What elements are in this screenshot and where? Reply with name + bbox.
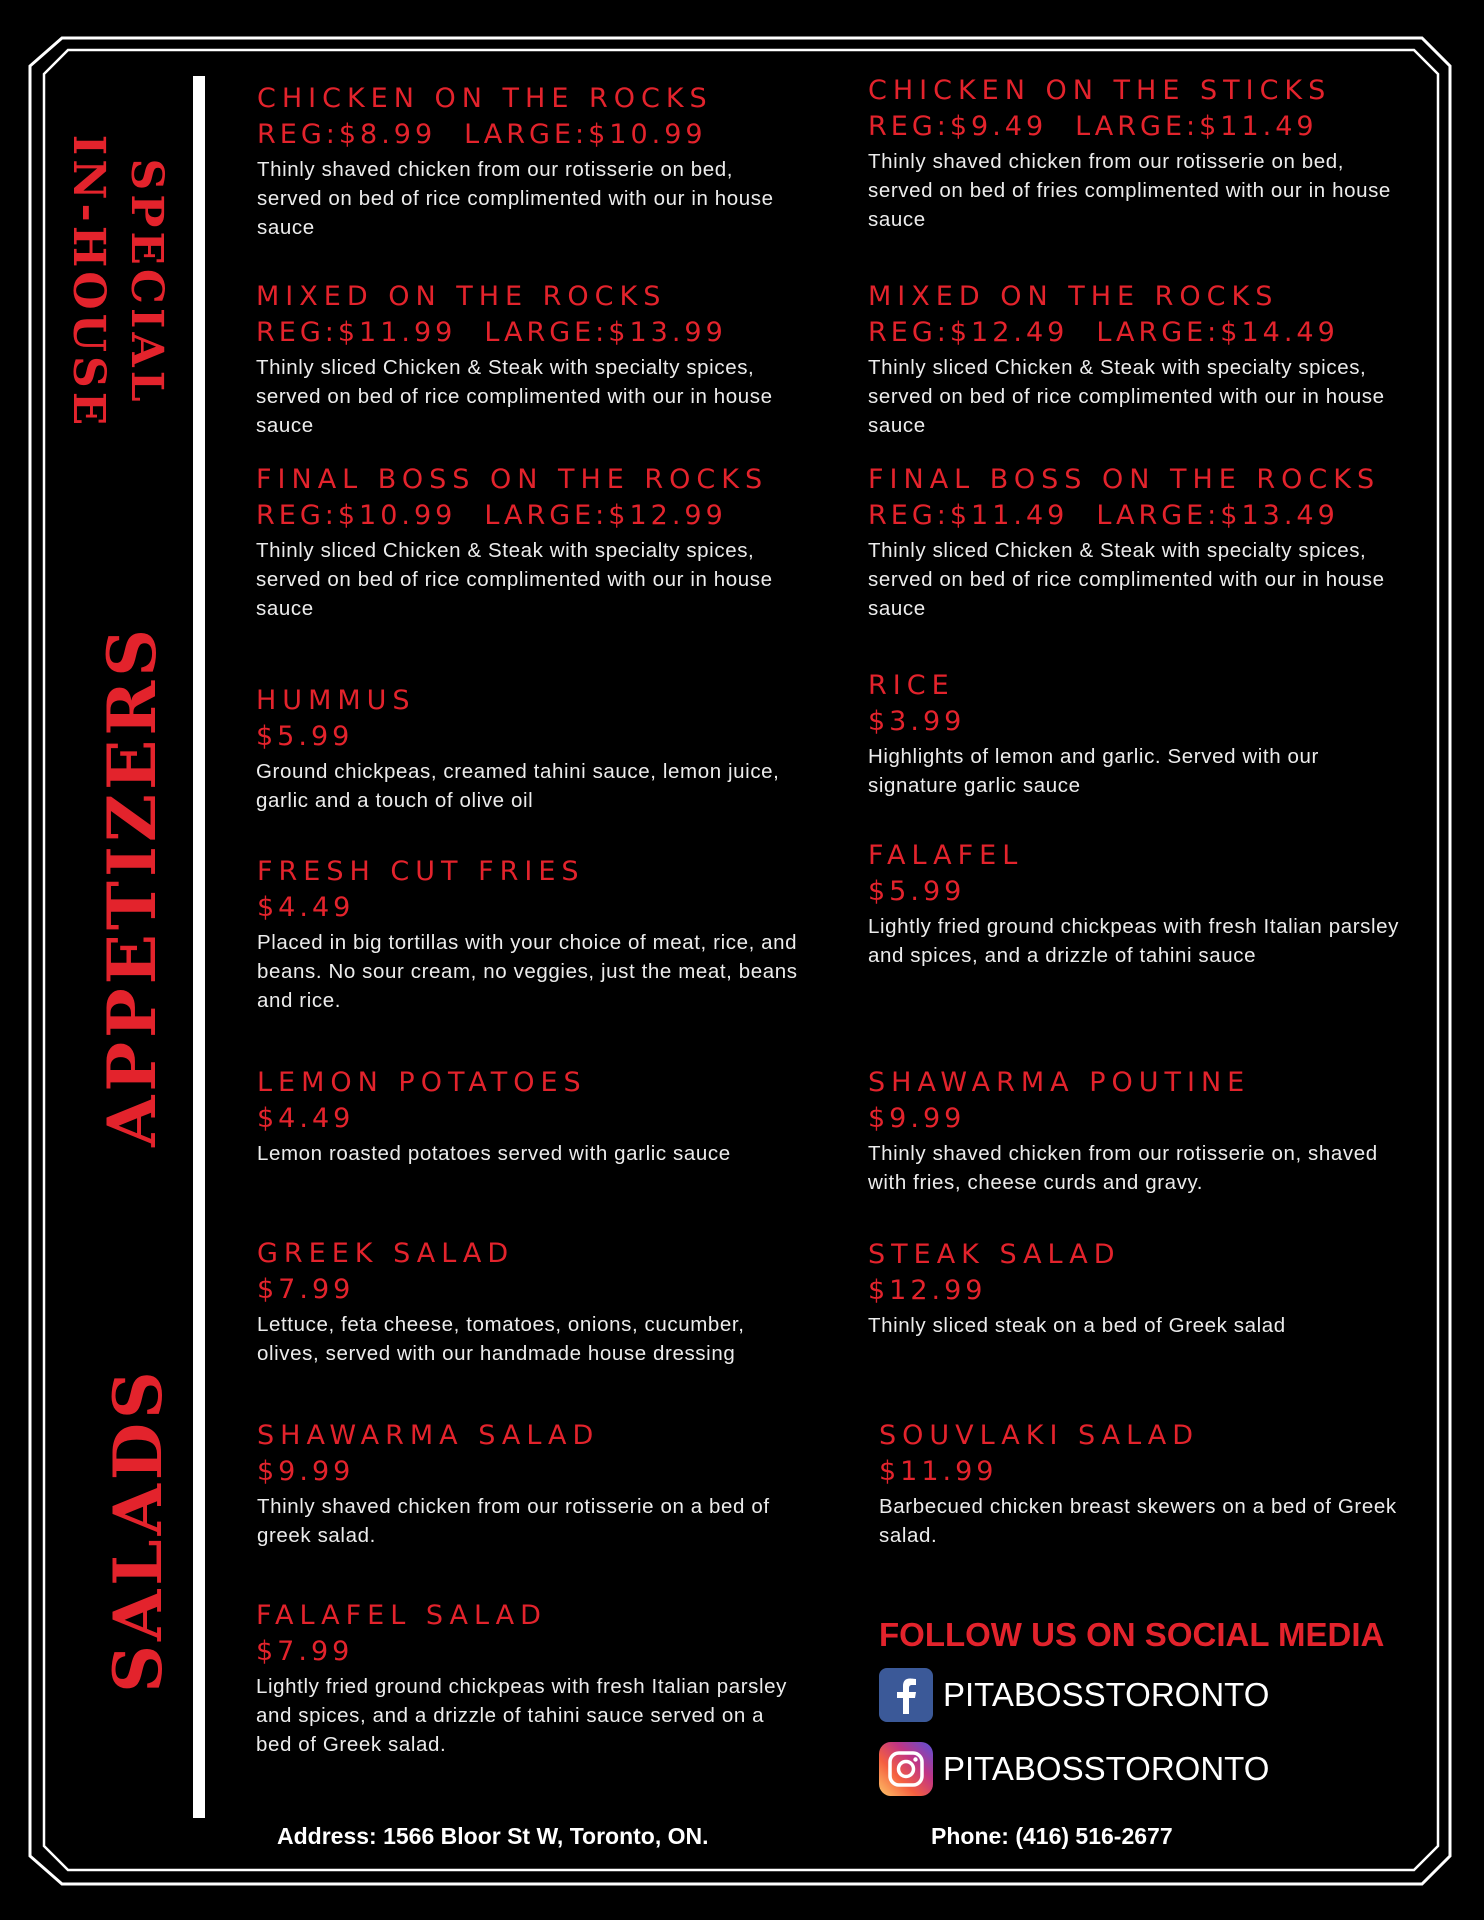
item-price: $9.99 [868, 1103, 966, 1134]
item-price-regular: REG:$12.49 [868, 317, 1069, 348]
item-description: Thinly sliced Chicken & Steak with specialty spices, served on bed of rice complimented with our in house sauce [256, 539, 773, 620]
menu-item-falafel-salad [256, 1597, 806, 1759]
item-price-large: LARGE:$11.49 [1075, 111, 1318, 142]
item-name: SHAWARMA SALAD [257, 1420, 600, 1451]
item-name: STEAK SALAD [868, 1239, 1121, 1270]
section-title-special: SPECIAL [121, 158, 172, 406]
item-price-regular: REG:$11.99 [256, 317, 457, 348]
menu-item-fresh-cut-fries [257, 853, 807, 1015]
menu-item-shawarma-poutine [868, 1064, 1418, 1197]
item-description: Thinly shaved chicken from our rotisserie on bed, served on bed of rice complimented with our in house sauce [257, 158, 774, 239]
menu-item-chicken-on-the-sticks [868, 72, 1418, 234]
item-price: $7.99 [256, 1636, 354, 1667]
item-name: HUMMUS [256, 685, 416, 716]
menu-item-mixed-on-the-rocks-alt [868, 278, 1418, 440]
social-heading: FOLLOW US ON SOCIAL MEDIA [879, 1616, 1385, 1653]
item-description: Thinly sliced Chicken & Steak with specialty spices, served on bed of rice complimented with our in house sauce [868, 539, 1385, 620]
item-price-large: LARGE:$14.49 [1096, 317, 1339, 348]
item-price: $4.49 [257, 892, 355, 923]
menu-item-shawarma-salad [257, 1417, 807, 1550]
social-media-block [879, 1616, 1384, 1796]
item-description: Barbecued chicken breast skewers on a bed of Greek salad. [879, 1495, 1397, 1547]
item-price: $4.49 [257, 1103, 355, 1134]
item-description: Thinly sliced Chicken & Steak with specialty spices, served on bed of rice complimented with our in house sauce [868, 356, 1385, 437]
item-description: Thinly shaved chicken from our rotisserie on bed, served on bed of fries complimented with our in house sauce [868, 150, 1391, 231]
item-price-regular: REG:$9.49 [868, 111, 1048, 142]
item-price-large: LARGE:$13.99 [484, 317, 727, 348]
instagram-link[interactable] [879, 1742, 1384, 1796]
menu-item-greek-salad [257, 1235, 807, 1368]
facebook-icon [879, 1668, 933, 1722]
item-price: $12.99 [868, 1275, 987, 1306]
item-price [256, 498, 806, 534]
item-price [257, 117, 807, 153]
item-name: FINAL BOSS ON THE ROCKS [868, 464, 1381, 495]
item-name: CHICKEN ON THE STICKS [868, 75, 1332, 106]
section-title-inhouse: IN-HOUSE [63, 134, 114, 430]
menu-item-lemon-potatoes [257, 1064, 807, 1168]
instagram-icon [879, 1742, 933, 1796]
menu-item-rice [868, 667, 1418, 800]
item-price: $5.99 [868, 876, 966, 907]
menu-item-chicken-on-the-rocks [257, 80, 807, 242]
item-name: FALAFEL [868, 840, 1024, 871]
item-price [868, 109, 1418, 145]
item-description: Lemon roasted potatoes served with garlic sauce [257, 1142, 731, 1165]
instagram-handle: PITABOSSTORONTO [943, 1750, 1270, 1787]
item-price: $7.99 [257, 1274, 355, 1305]
menu-item-hummus [256, 682, 806, 815]
item-name: FRESH CUT FRIES [257, 856, 585, 887]
menu-item-final-boss-on-the-rocks [256, 461, 806, 623]
item-name: FALAFEL SALAD [256, 1600, 547, 1631]
item-description: Lettuce, feta cheese, tomatoes, onions, cucumber, olives, served with our handmade house dressing [257, 1313, 745, 1365]
item-name: MIXED ON THE ROCKS [868, 281, 1279, 312]
item-name: LEMON POTATOES [257, 1067, 587, 1098]
facebook-link[interactable] [879, 1668, 1384, 1722]
footer-address: Address: 1566 Bloor St W, Toronto, ON. [277, 1823, 709, 1849]
item-description: Thinly sliced steak on a bed of Greek salad [868, 1314, 1286, 1337]
item-price [868, 315, 1418, 351]
item-price: $3.99 [868, 706, 966, 737]
item-price: $5.99 [256, 721, 354, 752]
item-description: Thinly sliced Chicken & Steak with specialty spices, served on bed of rice complimented with our in house sauce [256, 356, 773, 437]
item-price: $11.99 [879, 1456, 998, 1487]
item-description: Placed in big tortillas with your choice of meat, rice, and beans. No sour cream, no veggies, just the meat, beans and rice. [257, 931, 798, 1012]
section-divider-line [193, 76, 205, 1818]
item-price-regular: REG:$10.99 [256, 500, 457, 531]
item-name: FINAL BOSS ON THE ROCKS [256, 464, 769, 495]
item-description: Ground chickpeas, creamed tahini sauce, lemon juice, garlic and a touch of olive oil [256, 760, 780, 812]
item-price: $9.99 [257, 1456, 355, 1487]
facebook-handle: PITABOSSTORONTO [943, 1676, 1270, 1713]
menu-item-final-boss-on-the-rocks-alt [868, 461, 1418, 623]
item-price-regular: REG:$11.49 [868, 500, 1069, 531]
item-price-large: LARGE:$13.49 [1096, 500, 1339, 531]
item-description: Thinly shaved chicken from our rotisserie on, shaved with fries, cheese curds and gravy. [868, 1142, 1378, 1194]
item-description: Highlights of lemon and garlic. Served with our signature garlic sauce [868, 745, 1319, 797]
menu-item-souvlaki-salad [879, 1417, 1429, 1550]
footer-phone: Phone: (416) 516-2677 [931, 1823, 1173, 1849]
item-description: Thinly shaved chicken from our rotisserie on a bed of greek salad. [257, 1495, 770, 1547]
item-price-large: LARGE:$10.99 [464, 119, 707, 150]
item-price [256, 315, 806, 351]
item-name: RICE [868, 670, 955, 701]
item-name: CHICKEN ON THE ROCKS [257, 83, 713, 114]
item-name: SOUVLAKI SALAD [879, 1420, 1200, 1451]
item-price [868, 498, 1418, 534]
item-description: Lightly fried ground chickpeas with fresh Italian parsley and spices, and a drizzle of tahini sauce served on a bed of Greek salad. [256, 1675, 788, 1756]
section-title-appetizers: APPETIZERS [93, 625, 171, 1147]
item-description: Lightly fried ground chickpeas with fresh Italian parsley and spices, and a drizzle of tahini sauce [868, 915, 1400, 967]
menu-item-mixed-on-the-rocks [256, 278, 806, 440]
menu-item-steak-salad [868, 1236, 1418, 1340]
item-price-regular: REG:$8.99 [257, 119, 437, 150]
item-price-large: LARGE:$12.99 [484, 500, 727, 531]
section-title-salads: SALADS [99, 1367, 177, 1693]
item-name: SHAWARMA POUTINE [868, 1067, 1251, 1098]
menu-item-falafel [868, 837, 1418, 970]
item-name: GREEK SALAD [257, 1238, 515, 1269]
item-name: MIXED ON THE ROCKS [256, 281, 667, 312]
